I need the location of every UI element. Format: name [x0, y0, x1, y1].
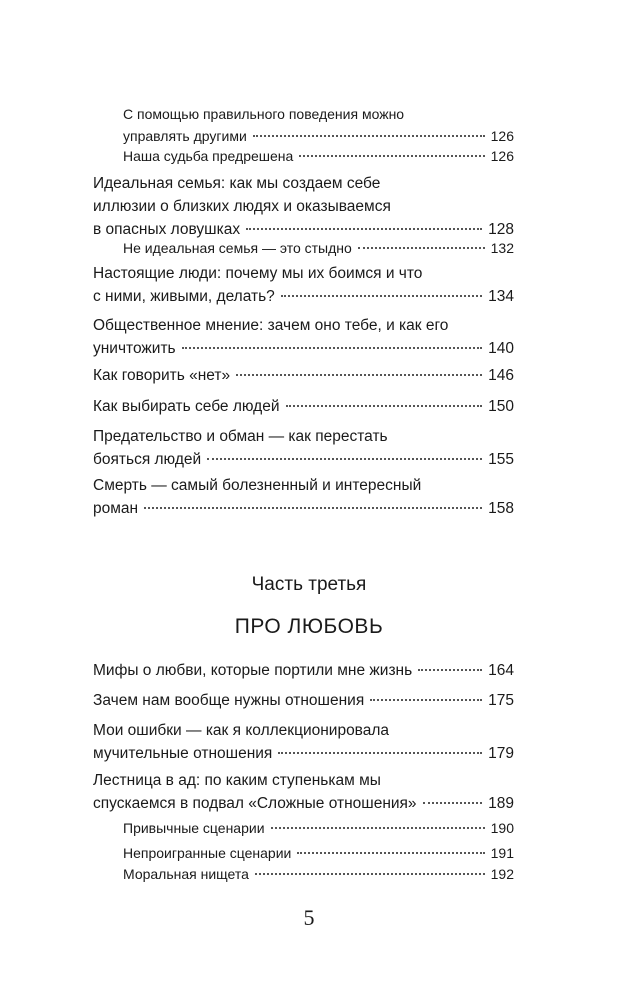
toc-page-number: 192 — [490, 866, 514, 882]
toc-entry-title: уничтожить — [93, 340, 176, 357]
toc-page-number: 179 — [488, 745, 514, 762]
toc-entry-line — [123, 237, 514, 259]
toc-entry-line — [93, 792, 514, 815]
toc-entry-title: Мифы о любви, которые портили мне жизнь — [93, 662, 413, 679]
dot-leader — [423, 802, 483, 804]
toc-entry-line — [93, 742, 514, 765]
dot-leader — [253, 135, 485, 137]
toc-entry-title: Привычные сценарии — [123, 820, 265, 836]
toc-entry-title: Общественное мнение: зачем оно тебе, и как его — [93, 317, 449, 334]
toc-page-number: 140 — [488, 340, 514, 357]
toc-entry-line — [93, 689, 514, 712]
toc-entry-title: мучительные отношения — [93, 745, 273, 762]
toc-page-number: 126 — [490, 148, 514, 164]
dot-leader — [299, 155, 484, 157]
toc-entry-line — [123, 863, 514, 885]
toc-page-number: 158 — [488, 500, 514, 517]
toc-entry-title: Зачем нам вообще нужны отношения — [93, 692, 365, 709]
toc-entry-title: Смерть — самый болезненный и интересный — [93, 477, 422, 494]
toc-entry-title: Не идеальная семья — это стыдно — [123, 240, 352, 256]
dot-leader — [418, 669, 482, 671]
toc-entry-line — [93, 285, 514, 308]
toc-entry-line — [93, 195, 514, 218]
toc-entry-line — [93, 474, 514, 497]
toc-entry-title: Как выбирать себе людей — [93, 398, 280, 415]
toc-subentry — [123, 145, 514, 167]
toc-subentry — [123, 863, 514, 885]
dot-leader — [246, 228, 482, 230]
toc-entry-line — [123, 817, 514, 839]
toc-page-number: 132 — [490, 240, 514, 256]
toc-entry — [93, 395, 514, 418]
toc-entry-line — [93, 425, 514, 448]
toc-entry — [93, 689, 514, 712]
toc-entry-title: Идеальная семья: как мы создаем себе — [93, 175, 381, 192]
toc-entry-title: иллюзии о близких людях и оказываемся — [93, 198, 391, 215]
toc-page-number: 175 — [488, 692, 514, 709]
toc-page-number: 191 — [490, 845, 514, 861]
toc-entry-line — [123, 103, 514, 125]
toc-entry-line — [123, 842, 514, 864]
toc-entry — [93, 314, 514, 360]
toc-entry-title: Моральная нищета — [123, 866, 249, 882]
toc-entry-line — [93, 314, 514, 337]
toc-subentry — [123, 817, 514, 839]
toc-entry-line — [93, 497, 514, 520]
toc-entry-title: Наша судьба предрешена — [123, 148, 294, 164]
toc-entry — [93, 364, 514, 387]
dot-leader — [286, 405, 483, 407]
dot-leader — [297, 852, 484, 854]
toc-entry-title: Настоящие люди: почему мы их боимся и что — [93, 265, 423, 282]
toc-entry-title: Мои ошибки — как я коллекционировала — [93, 722, 390, 739]
toc-page-number: 146 — [488, 367, 514, 384]
dot-leader — [207, 458, 482, 460]
dot-leader — [236, 374, 482, 376]
toc-entry-title: бояться людей — [93, 451, 202, 468]
toc-entry-line — [93, 395, 514, 418]
toc-entry-line — [123, 145, 514, 167]
toc-entry-title: управлять другими — [123, 128, 247, 144]
dot-leader — [182, 347, 483, 349]
toc-entry — [93, 172, 514, 241]
toc-entry-line — [93, 337, 514, 360]
toc-entry — [93, 262, 514, 308]
toc-entry-title: Непроигранные сценарии — [123, 845, 292, 861]
part-title: ПРО ЛЮБОВЬ — [234, 615, 384, 638]
toc-page-number: 189 — [488, 795, 514, 812]
toc-entry — [93, 425, 514, 471]
toc-page-number: 126 — [490, 128, 514, 144]
toc-entry — [93, 474, 514, 520]
dot-leader — [144, 507, 482, 509]
toc-page-number: 150 — [488, 398, 514, 415]
toc-entry-line — [123, 125, 514, 147]
toc-entry-line — [93, 262, 514, 285]
toc-entry-title: Как говорить «нет» — [93, 367, 231, 384]
toc-entry-title: роман — [93, 500, 139, 517]
dot-leader — [358, 247, 485, 249]
toc-entry-line — [93, 659, 514, 682]
dot-leader — [271, 827, 485, 829]
toc-page-number: 190 — [490, 820, 514, 836]
toc-subentry — [123, 842, 514, 864]
toc-entry-line — [93, 172, 514, 195]
toc-entry-title: в опасных ловушках — [93, 221, 241, 238]
toc-page-number: 155 — [488, 451, 514, 468]
toc-page-number: 128 — [488, 221, 514, 238]
part-label: Часть третья — [251, 574, 367, 595]
dot-leader — [370, 699, 482, 701]
toc-page-number: 134 — [488, 288, 514, 305]
toc-entry — [93, 659, 514, 682]
toc-entry-title: Лестница в ад: по каким ступенькам мы — [93, 772, 381, 789]
toc-entry-title: С помощью правильного поведения можно — [123, 106, 405, 122]
toc-entry-line — [93, 364, 514, 387]
dot-leader — [278, 752, 482, 754]
toc-subentry — [123, 237, 514, 259]
toc-entry — [93, 769, 514, 815]
toc-entry-title: спускаемся в подвал «Сложные отношения» — [93, 795, 417, 812]
toc-entry-title: с ними, живыми, делать? — [93, 288, 275, 305]
toc-entry-title: Предательство и обман — как перестать — [93, 428, 388, 445]
toc-entry — [93, 719, 514, 765]
toc-subentry — [123, 103, 514, 147]
toc-entry-line — [93, 448, 514, 471]
toc-entry-line — [93, 769, 514, 792]
toc-page-number: 164 — [488, 662, 514, 679]
dot-leader — [255, 873, 485, 875]
page-number: 5 — [303, 905, 315, 930]
dot-leader — [281, 295, 482, 297]
toc-entry-line — [93, 719, 514, 742]
